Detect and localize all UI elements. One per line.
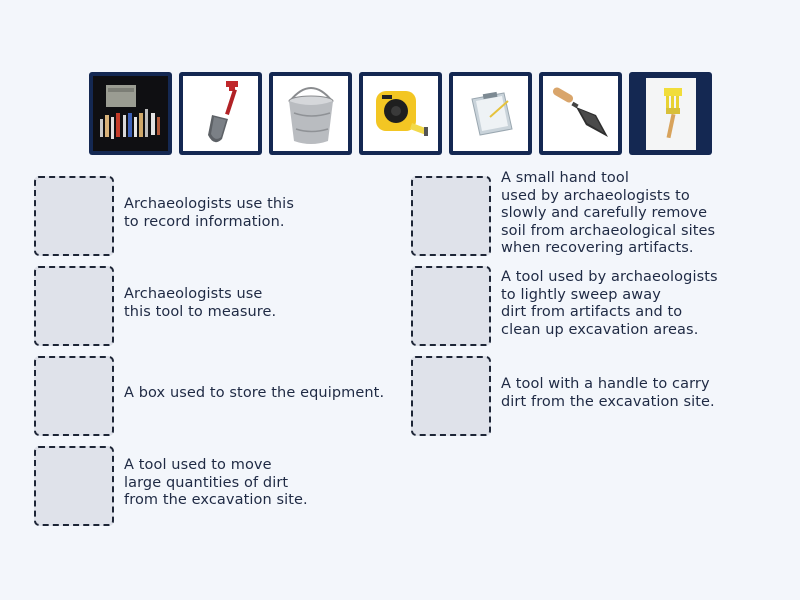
tile-clipboard[interactable]: [449, 72, 532, 155]
description-move-dirt: A tool used to move large quantities of dirt from the excavation site.: [124, 457, 308, 508]
tape-measure-icon: [366, 79, 436, 149]
description-record: Archaeologists use this to record information.: [124, 196, 294, 230]
brush-icon: [646, 78, 696, 150]
drop-zone-measure[interactable]: [34, 266, 114, 346]
bucket-icon: [276, 79, 346, 149]
tile-tape-measure[interactable]: [359, 72, 442, 155]
description-measure: Archaeologists use this tool to measure.: [124, 286, 277, 320]
description-box: A box used to store the equipment.: [124, 385, 385, 401]
clipboard-icon: [456, 79, 526, 149]
tile-shovel[interactable]: [179, 72, 262, 155]
drop-zone-move-dirt[interactable]: [34, 446, 114, 526]
description-hand-tool: A small hand tool used by archaeologists to slowly and carefully remove soil from archaeological sites when recovering artifacts.: [501, 170, 716, 256]
tile-tool-kit[interactable]: [89, 72, 172, 155]
tile-bank: [89, 72, 712, 155]
drop-zone-carry[interactable]: [411, 356, 491, 436]
drop-zone-sweep[interactable]: [411, 266, 491, 346]
drop-zone-hand-tool[interactable]: [411, 176, 491, 256]
drop-zone-record[interactable]: [34, 176, 114, 256]
shovel-icon: [186, 79, 256, 149]
trowel-icon: [546, 79, 616, 149]
tool-kit-box-icon: [96, 79, 166, 149]
tile-brush[interactable]: [629, 72, 712, 155]
description-carry: A tool with a handle to carry dirt from the excavation site.: [501, 376, 715, 410]
tile-trowel[interactable]: [539, 72, 622, 155]
drop-zone-box[interactable]: [34, 356, 114, 436]
description-sweep: A tool used by archaeologists to lightly sweep away dirt from artifacts and to clean up excavation areas.: [501, 269, 718, 338]
tile-bucket[interactable]: [269, 72, 352, 155]
